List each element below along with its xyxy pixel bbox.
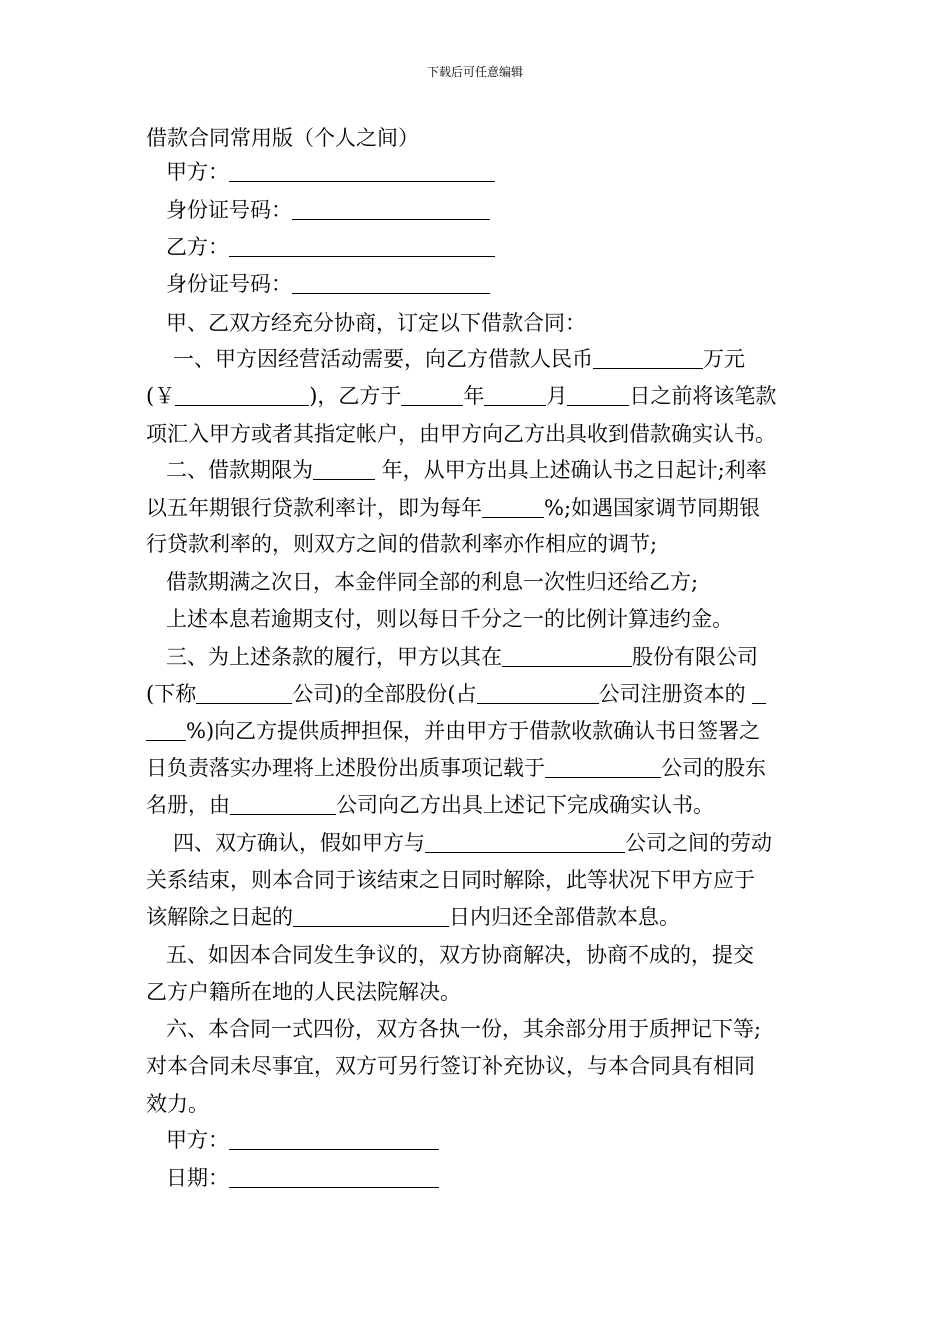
interest-rate-blank[interactable] [482, 497, 544, 518]
clause-text: 日内归还全部借款本息。 [449, 905, 680, 929]
signature-date-line [166, 1164, 826, 1192]
clause-text: 公司注册资本的 [598, 682, 746, 706]
clause-6-line-3: 效力。 [146, 1092, 209, 1116]
clause-text: 年，从甲方出具上述确认书之日起计;利率 [375, 458, 767, 482]
clause-5-line-1: 五、如因本合同发生争议的，双方协商解决，协商不成的，提交 [166, 943, 754, 967]
clause-text: 日之前将该笔款 [629, 384, 777, 408]
party-b-line [166, 233, 826, 261]
short-company-name-blank[interactable] [196, 683, 292, 704]
share-percent-blank-start[interactable] [752, 683, 766, 704]
clause-3-line-2 [146, 680, 806, 708]
clause-6-line-1: 六、本合同一式四份，双方各执一份，其余部分用于质押记下等; [166, 1017, 762, 1041]
party-b-id-blank[interactable] [292, 273, 490, 294]
clause-2-line-1 [166, 456, 826, 484]
party-a-line [166, 158, 826, 186]
clause-text: (下称 [146, 682, 197, 706]
clause-3-line-5 [146, 791, 806, 819]
clause-3-line-1 [166, 643, 826, 671]
share-percent-blank-end[interactable] [146, 720, 186, 741]
clause-text: 公司的股东 [661, 756, 766, 780]
employer-company-blank[interactable] [425, 832, 625, 853]
party-a-label: 甲方： [166, 160, 229, 184]
intro-paragraph: 甲、乙双方经充分协商，订定以下借款合同： [166, 311, 586, 335]
id-label: 身份证号码： [166, 198, 292, 222]
clause-text: 二、借款期限为 [166, 458, 313, 482]
clause-text: 日负责落实办理将上述股份出质事项记载于 [146, 756, 545, 780]
register-company-blank[interactable] [545, 757, 661, 778]
clause-2-line-3: 行贷款利率的，则双方之间的借款利率亦作相应的调节; [146, 532, 658, 556]
signature-party-label: 甲方： [166, 1128, 229, 1152]
amount-blank[interactable] [593, 348, 703, 369]
late-penalty-paragraph: 上述本息若逾期支付，则以每日千分之一的比例计算违约金。 [166, 607, 733, 631]
party-a-id-line [166, 196, 826, 224]
party-a-blank[interactable] [229, 161, 495, 182]
clause-4-line-3 [146, 903, 806, 931]
clause-5-line-2: 乙方户籍所在地的人民法院解决。 [146, 980, 461, 1004]
issuing-company-blank[interactable] [230, 794, 336, 815]
clause-1-line-2 [146, 382, 806, 410]
day-blank[interactable] [567, 385, 629, 406]
amount-figure-blank[interactable] [175, 385, 309, 406]
maturity-paragraph: 借款期满之次日，本金伴同全部的利息一次性归还给乙方; [166, 570, 699, 594]
clause-3-line-3 [146, 717, 806, 745]
clause-text: 四、双方确认，假如甲方与 [173, 831, 425, 855]
signature-party-line [166, 1126, 826, 1154]
clause-text: 名册，由 [146, 793, 230, 817]
party-b-blank[interactable] [229, 236, 495, 257]
share-company-blank[interactable] [477, 683, 599, 704]
clause-text: 一、甲方因经营活动需要，向乙方借款人民币 [173, 347, 593, 371]
page-header-note: 下载后可任意编辑 [426, 65, 523, 79]
signature-date-blank[interactable] [229, 1167, 439, 1188]
clause-text: 股份有限公司 [632, 645, 758, 669]
id-label: 身份证号码： [166, 272, 292, 296]
clause-1-line-3: 项汇入甲方或者其指定帐户，由甲方向乙方出具收到借款确实认书。 [146, 422, 776, 446]
clause-4-line-2: 关系结束，则本合同于该结束之日同时解除，此等状况下甲方应于 [146, 868, 755, 892]
clause-text: %)向乙方提供质押担保，并由甲方于借款收款确认书日签署之 [186, 719, 761, 743]
clause-6-line-2: 对本合同未尽事宜，双方可另行签订补充协议，与本合同具有相同 [146, 1054, 755, 1078]
signature-party-blank[interactable] [229, 1129, 439, 1150]
party-b-label: 乙方： [166, 235, 229, 259]
clause-4-line-1 [173, 829, 833, 857]
clause-1-line-1 [173, 345, 833, 373]
clause-text: 公司向乙方出具上述记下完成确实认书。 [336, 793, 714, 817]
year-blank[interactable] [401, 385, 463, 406]
clause-3-line-4 [146, 754, 806, 782]
clause-text: 该解除之日起的 [146, 905, 293, 929]
clause-text: 三、为上述条款的履行，甲方以其在 [166, 645, 502, 669]
clause-2-line-2 [146, 494, 806, 522]
party-b-id-line [166, 270, 826, 298]
signature-date-label: 日期： [166, 1166, 229, 1190]
clause-text: 以五年期银行贷款利率计，即为每年 [146, 496, 482, 520]
clause-text: 万元 [703, 347, 745, 371]
clause-text: (￥ [146, 384, 176, 408]
repayment-days-blank[interactable] [293, 906, 449, 927]
document-title: 借款合同常用版（个人之间） [146, 126, 419, 150]
month-blank[interactable] [484, 385, 546, 406]
clause-text: %;如遇国家调节同期银 [544, 496, 761, 520]
clause-text: 月 [546, 384, 568, 408]
clause-text: 公司)的全部股份(占 [292, 682, 477, 706]
loan-term-blank[interactable] [313, 459, 375, 480]
company-name-blank[interactable] [502, 646, 632, 667]
clause-text: )，乙方于 [309, 384, 402, 408]
clause-text: 公司之间的劳动 [625, 831, 772, 855]
party-a-id-blank[interactable] [292, 199, 490, 220]
clause-text: 年 [463, 384, 485, 408]
